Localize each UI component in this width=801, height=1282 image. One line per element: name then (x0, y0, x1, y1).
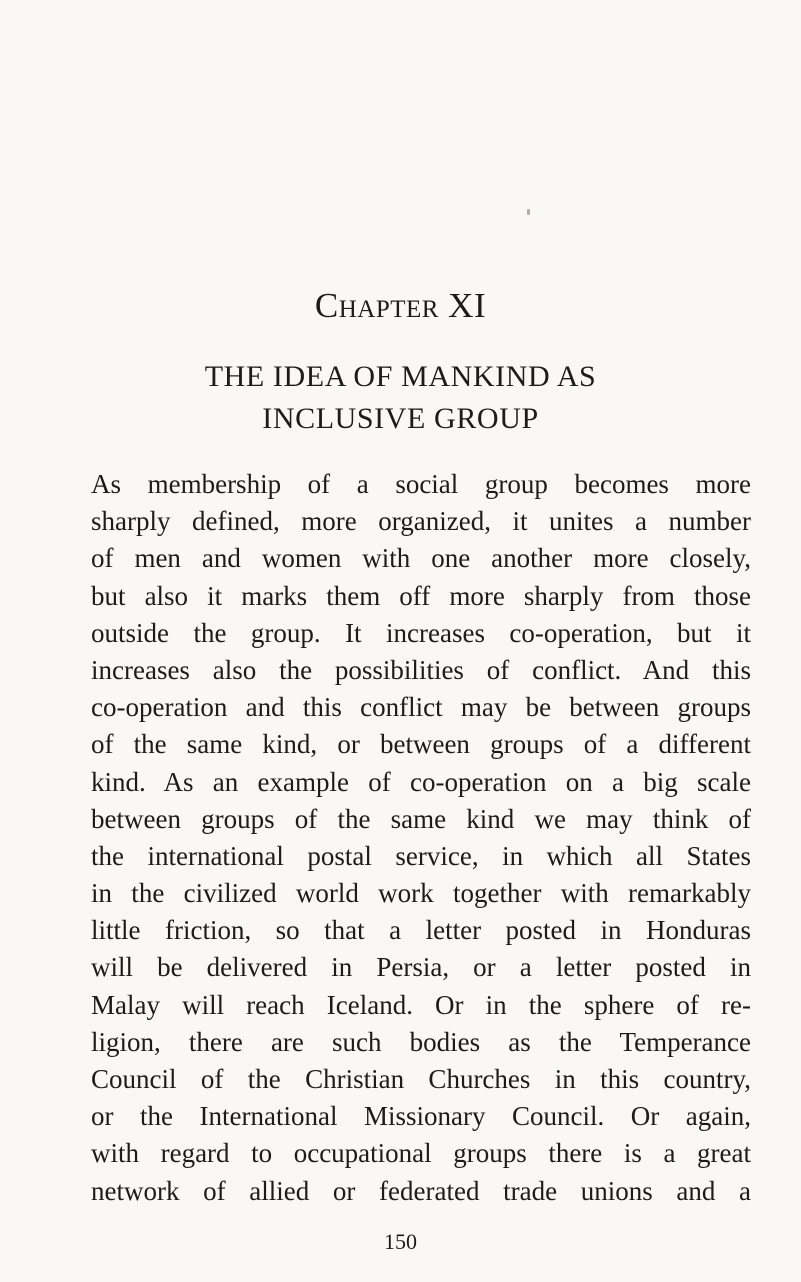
body-line: between groups of the same kind we may think of (91, 803, 751, 834)
body-line: increases also the possibilities of conflict. And this (91, 654, 751, 685)
body-line: outside the group. It increases co-operation, but it (91, 617, 751, 648)
body-line: Council of the Christian Churches in this country, (91, 1064, 751, 1094)
body-line: co-operation and this conflict may be between groups (91, 692, 751, 723)
chapter-title-line: INCLUSIVE GROUP (262, 402, 539, 435)
page-number: 150 (384, 1229, 417, 1254)
chapter-title-line: THE IDEA OF MANKIND AS (204, 360, 597, 393)
body-line: the international postal service, in which all States (91, 840, 751, 871)
body-line: network of allied or federated trade unions and a (91, 1175, 751, 1206)
body-line: will be delivered in Persia, or a letter posted in (91, 952, 751, 983)
body-line: ligion, there are such bodies as the Temperance (91, 1026, 751, 1057)
body-line: but also it marks them off more sharply from those (91, 580, 751, 611)
body-line: with regard to occupational groups there is a great (91, 1138, 751, 1169)
body-line: sharply defined, more organized, it unites a number (91, 506, 751, 537)
chapter-heading: Chapter XI (314, 286, 487, 325)
paper-speck (527, 209, 530, 215)
body-line: of men and women with one another more closely, (91, 543, 751, 574)
body-line: or the International Missionary Council. Or again, (91, 1101, 751, 1132)
body-line: little friction, so that a letter posted in Honduras (91, 915, 751, 946)
body-text (91, 466, 751, 1210)
body-line: of the same kind, or between groups of a different (91, 729, 751, 760)
body-line: Malay will reach Iceland. Or in the sphere of re- (91, 989, 751, 1020)
body-line: As membership of a social group becomes more (91, 469, 751, 499)
body-line: kind. As an example of co-operation on a big scale (91, 766, 751, 797)
chapter-title (0, 356, 801, 440)
body-line: in the civilized world work together with remarkably (91, 878, 751, 909)
